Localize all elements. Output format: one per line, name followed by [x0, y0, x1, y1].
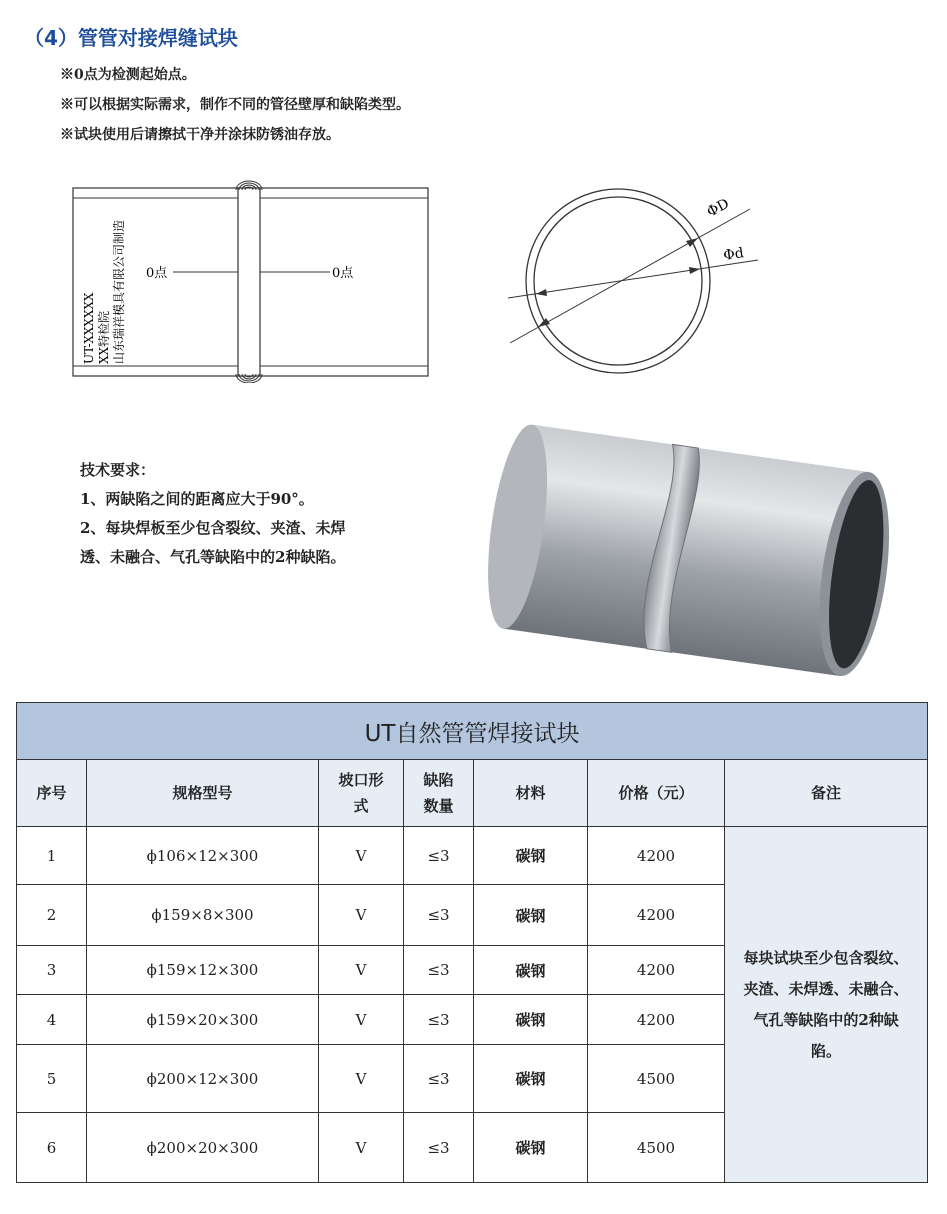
note-line: ※可以根据实际需求，制作不同的管径壁厚和缺陷类型。: [60, 97, 410, 113]
row-groove: V: [319, 946, 404, 995]
row-price: 4200: [588, 946, 725, 995]
row-defects: ≤3: [404, 1113, 474, 1183]
row-groove: V: [319, 995, 404, 1045]
row-defects: ≤3: [404, 827, 474, 885]
header-cell: 缺陷数量: [404, 760, 474, 827]
vertical-label: UT-XXXXXX: [82, 292, 96, 364]
pipe-weld-drawing: [60, 178, 440, 383]
row-index: 3: [17, 946, 87, 995]
row-material: 碳钢: [474, 885, 588, 946]
row-defects: ≤3: [404, 995, 474, 1045]
pipe-photo: [486, 418, 896, 683]
row-material: 碳钢: [474, 1045, 588, 1113]
header-cell: 坡口形式: [319, 760, 404, 827]
page-title: （4）管管对接焊缝试块: [24, 26, 238, 50]
technical-requirements: [80, 456, 420, 572]
row-material: 碳钢: [474, 946, 588, 995]
row-groove: V: [319, 885, 404, 946]
row-defects: ≤3: [404, 946, 474, 995]
row-index: 2: [17, 885, 87, 946]
header-cell: 规格型号: [87, 760, 319, 827]
row-material: 碳钢: [474, 1113, 588, 1183]
header-cell: 价格（元）: [588, 760, 725, 827]
row-spec: ϕ200×20×300: [87, 1113, 319, 1183]
row-index: 5: [17, 1045, 87, 1113]
vertical-label: 山东瑞祥模具有限公司制造: [112, 219, 126, 364]
inner-diameter-label: Φd: [722, 245, 745, 264]
table-header-row: [17, 760, 928, 827]
row-price: 4500: [588, 1045, 725, 1113]
row-price: 4200: [588, 995, 725, 1045]
row-price: 4200: [588, 885, 725, 946]
header-cell: 材料: [474, 760, 588, 827]
requirement-line: 1、两缺陷之间的距离应大于90°。: [80, 490, 314, 508]
row-spec: ϕ159×20×300: [87, 995, 319, 1045]
row-price: 4200: [588, 827, 725, 885]
row-defects: ≤3: [404, 885, 474, 946]
row-index: 4: [17, 995, 87, 1045]
requirements-heading: 技术要求：: [80, 461, 156, 479]
requirement-line: 2、每块焊板至少包含裂纹、夹渣、未焊: [80, 519, 346, 537]
row-price: 4500: [588, 1113, 725, 1183]
spec-table: [16, 702, 928, 1183]
row-groove: V: [319, 827, 404, 885]
note-line: ※试块使用后请擦拭干净并涂抹防锈油存放。: [60, 127, 340, 143]
row-defects: ≤3: [404, 1045, 474, 1113]
row-index: 1: [17, 827, 87, 885]
row-spec: ϕ159×8×300: [87, 885, 319, 946]
remark-cell: 每块试块至少包含裂纹、夹渣、未焊透、未融合、气孔等缺陷中的2种缺陷。: [725, 827, 928, 1183]
vertical-label: XX特检院: [97, 310, 111, 364]
table-row: [17, 827, 928, 885]
row-spec: ϕ106×12×300: [87, 827, 319, 885]
row-index: 6: [17, 1113, 87, 1183]
zero-point-right: 0点: [332, 266, 354, 281]
table-caption: UT自然管管焊接试块: [17, 703, 928, 760]
zero-point-left: 0点: [146, 266, 168, 281]
row-groove: V: [319, 1045, 404, 1113]
row-groove: V: [319, 1113, 404, 1183]
header-cell: 序号: [17, 760, 87, 827]
row-material: 碳钢: [474, 827, 588, 885]
header-cell: 备注: [725, 760, 928, 827]
note-line: ※0点为检测起始点。: [60, 67, 196, 83]
outer-diameter-label: ΦD: [704, 195, 732, 221]
row-spec: ϕ159×12×300: [87, 946, 319, 995]
pipe-cross-section-drawing: [500, 185, 765, 375]
requirement-line: 透、未融合、气孔等缺陷中的2种缺陷。: [80, 548, 346, 566]
row-material: 碳钢: [474, 995, 588, 1045]
row-spec: ϕ200×12×300: [87, 1045, 319, 1113]
